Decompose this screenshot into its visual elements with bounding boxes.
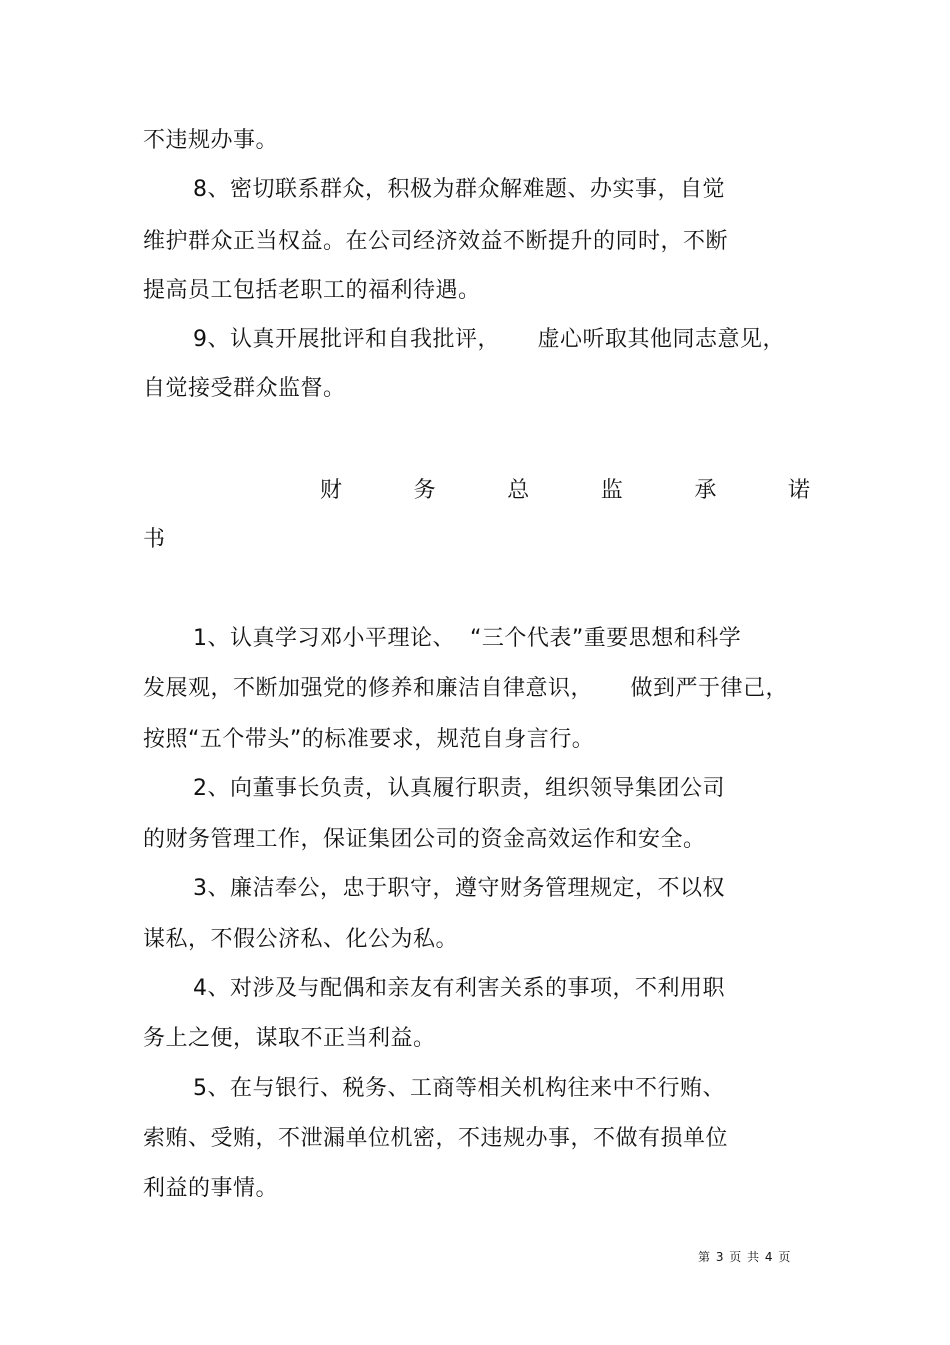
text-line: 务上之便，谋取不正当利益。 xyxy=(143,1026,436,1051)
text-line: 2、向董事长负责，认真履行职责，组织领导集团公司 xyxy=(193,776,725,801)
page-number: 第 3 页 共 4 页 xyxy=(698,1250,792,1264)
text-line: 4、对涉及与配偶和亲友有利害关系的事项，不利用职 xyxy=(193,976,725,1001)
title-char: 务 xyxy=(413,478,436,503)
text-line: 谋私，不假公济私、化公为私。 xyxy=(143,927,459,952)
text-line: 提高员工包括老职工的福利待遇。 xyxy=(143,278,481,303)
title-char: 财 xyxy=(320,478,343,503)
text-line: 索贿、受贿，不泄漏单位机密，不违规办事，不做有损单位 xyxy=(143,1126,729,1151)
text-line: 利益的事情。 xyxy=(143,1176,279,1201)
text-line: 9、认真开展批评和自我批评， 虚心听取其他同志意见， xyxy=(193,327,785,352)
text-line: 1、认真学习邓小平理论、 “三个代表”重要思想和科学 xyxy=(193,626,742,651)
title-char: 总 xyxy=(507,478,530,503)
text-line: 发展观，不断加强党的修养和廉洁自律意识， 做到严于律己， xyxy=(143,676,788,701)
text-line: 8、密切联系群众，积极为群众解难题、办实事，自觉 xyxy=(193,177,725,202)
text-line: 按照“五个带头”的标准要求，规范自身言行。 xyxy=(143,727,595,752)
title-char: 监 xyxy=(600,478,623,503)
title-char: 诺 xyxy=(787,478,810,503)
text-line: 不违规办事。 xyxy=(143,128,279,153)
text-line: 自觉接受群众监督。 xyxy=(143,376,346,401)
text-line: 3、廉洁奉公，忠于职守，遵守财务管理规定，不以权 xyxy=(193,876,725,901)
section-title xyxy=(320,476,810,506)
title-char: 承 xyxy=(694,478,717,503)
text-line: 维护群众正当权益。在公司经济效益不断提升的同时，不断 xyxy=(143,229,729,254)
text-line: 的财务管理工作，保证集团公司的资金高效运作和安全。 xyxy=(143,827,706,852)
section-title-tail: 书 xyxy=(143,527,166,552)
text-line: 5、在与银行、税务、工商等相关机构往来中不行贿、 xyxy=(193,1076,725,1101)
